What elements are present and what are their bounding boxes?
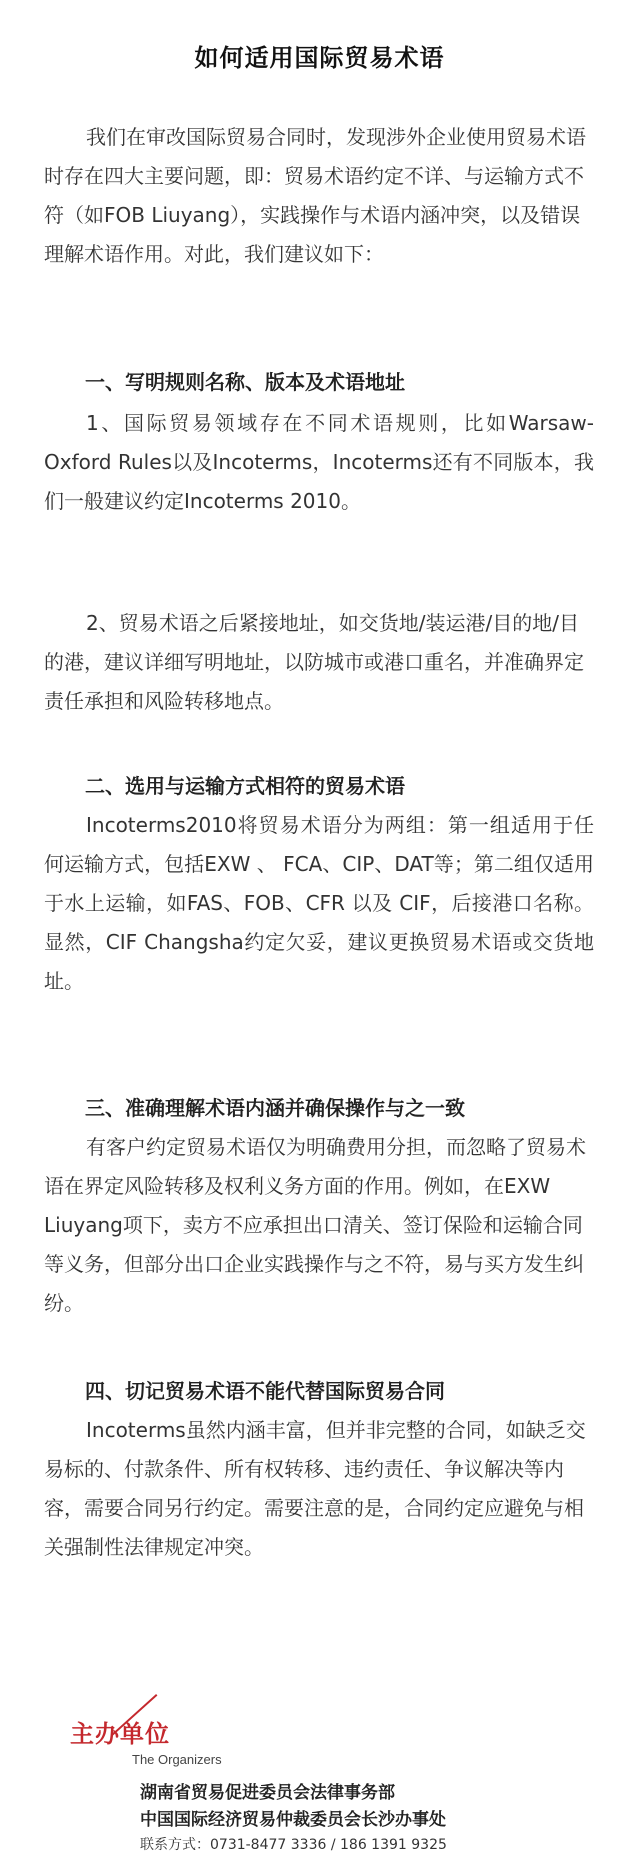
section-1-paragraph-1: 1、国际贸易领域存在不同术语规则，比如Warsaw-Oxford Rules以及Incoterms，Incoterms还有不同版本，我们一般建议约定Incoterms 2010。 <box>44 411 594 513</box>
section-2-paragraph-1: Incoterms2010将贸易术语分为两组：第一组适用于任何运输方式，包括EXW 、 FCA、CIP、DAT等；第二组仅适用于水上运输，如FAS、FOB、CFR 以及 CIF，后接港口名称。显然，CIF Changsha约定欠妥，建议更换贸易术语或交货地址。 <box>44 813 594 993</box>
contact-info: 联系方式：0731-8477 3336 / 186 1391 9325 <box>140 1837 447 1853</box>
organizer-label-en: The Organizers <box>132 1752 222 1767</box>
section-2-heading: 二、选用与运输方式相符的贸易术语 <box>85 774 405 798</box>
organization-name-1: 湖南省贸易促进委员会法律事务部 <box>140 1783 395 1803</box>
section-1-paragraph-2: 2、贸易术语之后紧接地址，如交货地/装运港/目的地/目的港，建议详细写明地址，以防城市或港口重名，并准确界定责任承担和风险转移地点。 <box>44 611 584 713</box>
page-title: 如何适用国际贸易术语 <box>194 44 445 72</box>
organization-name-2: 中国国际经济贸易仲裁委员会长沙办事处 <box>140 1810 446 1830</box>
section-3-heading: 三、准确理解术语内涵并确保操作与之一致 <box>85 1096 465 1120</box>
section-3-paragraph-1: 有客户约定贸易术语仅为明确费用分担，而忽略了贸易术语在界定风险转移及权利义务方面的作用。例如，在EXW Liuyang项下，卖方不应承担出口清关、签订保险和运输合同等义务，但部分出口企业实践操作与之不符，易与买方发生纠纷。 <box>44 1135 586 1315</box>
organizer-label-cn: 主办单位 <box>70 1720 170 1748</box>
organizers-footer <box>0 1700 639 1872</box>
section-1-heading: 一、写明规则名称、版本及术语地址 <box>85 370 405 394</box>
section-4-paragraph-1: Incoterms虽然内涵丰富，但并非完整的合同，如缺乏交易标的、付款条件、所有权转移、违约责任、争议解决等内容，需要合同另行约定。需要注意的是，合同约定应避免与相关强制性法律规定冲突。 <box>44 1418 586 1559</box>
section-4-heading: 四、切记贸易术语不能代替国际贸易合同 <box>85 1379 445 1403</box>
intro-paragraph: 我们在审改国际贸易合同时，发现涉外企业使用贸易术语时存在四大主要问题，即：贸易术语约定不详、与运输方式不符（如FOB Liuyang），实践操作与术语内涵冲突，以及错误理解术语作用。对此，我们建议如下： <box>44 125 586 266</box>
